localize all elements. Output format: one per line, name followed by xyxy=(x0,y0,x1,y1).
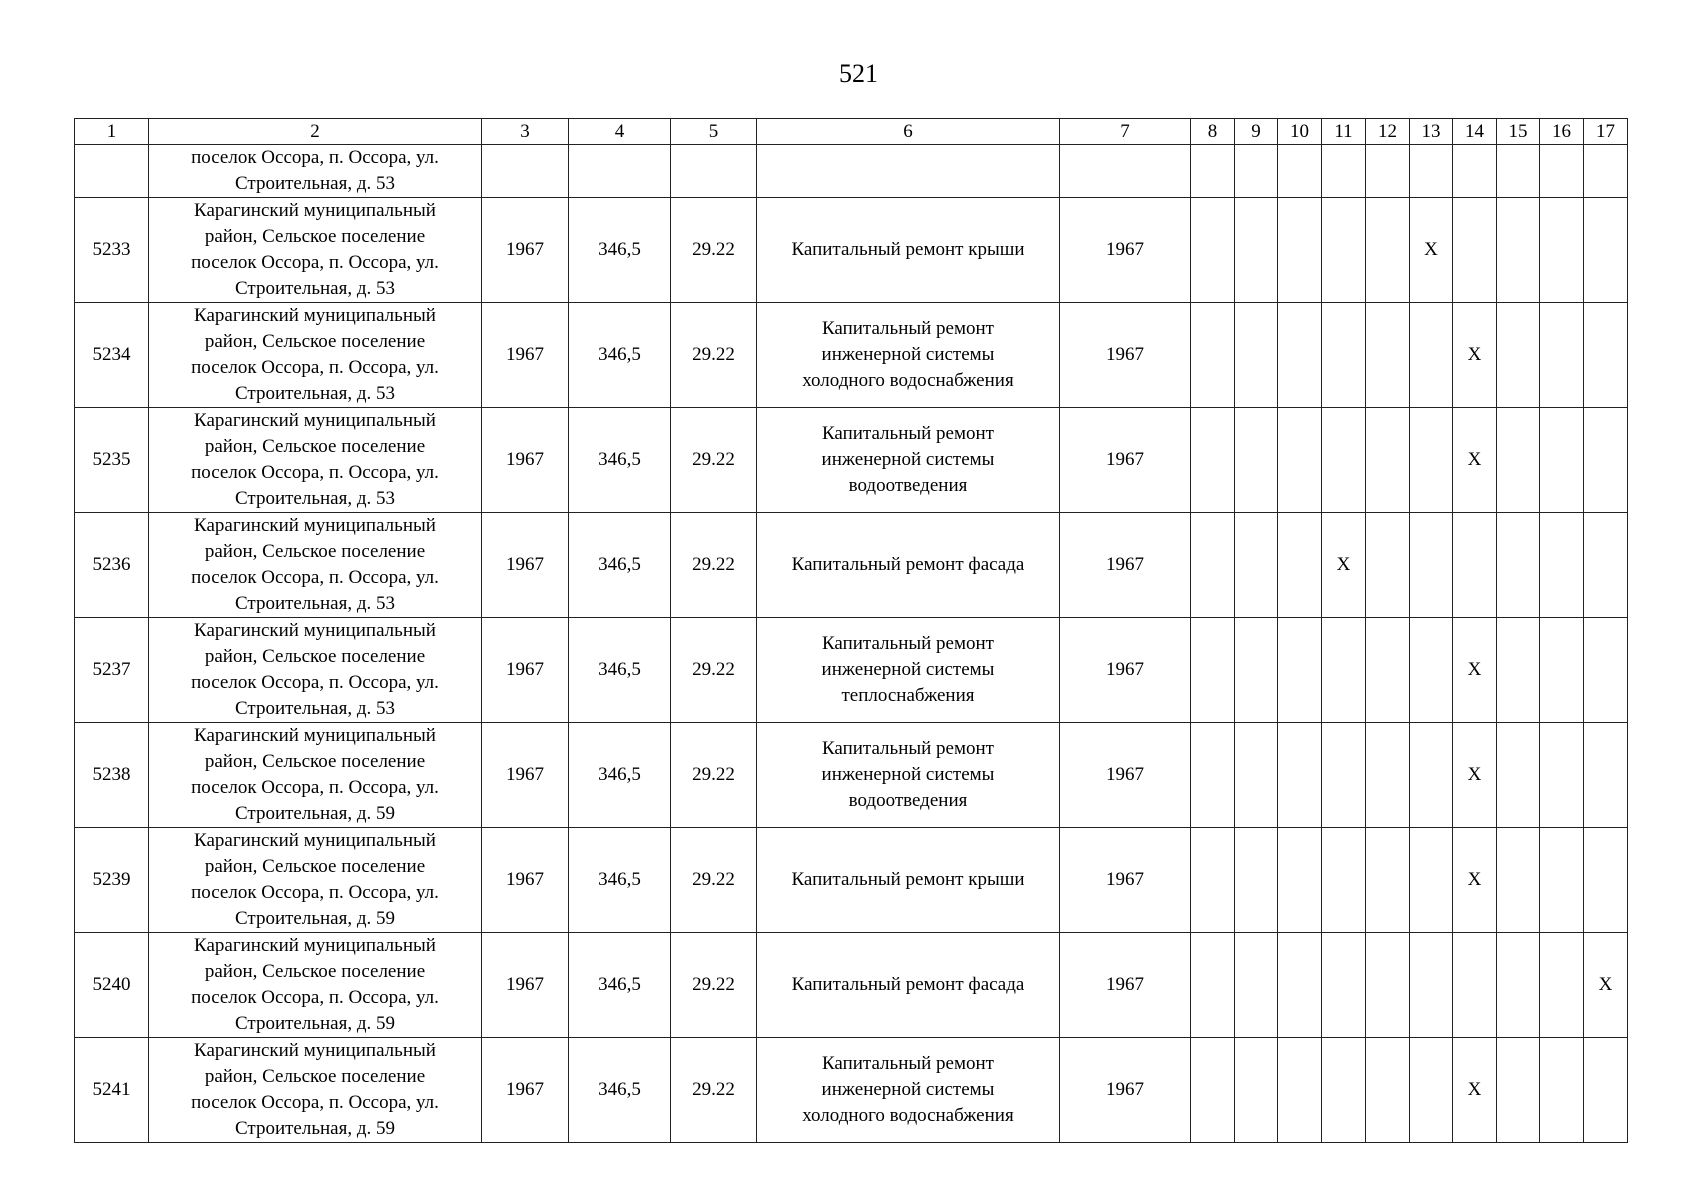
cell-period-16 xyxy=(1540,723,1584,828)
cell-address: Карагинский муниципальный район, Сельское поселение поселок Оссора, п. Оссора, ул. Строительная, д. 59 xyxy=(149,828,482,933)
cell-empty xyxy=(75,145,149,198)
table-row xyxy=(75,513,1628,618)
cell-period-13 xyxy=(1410,828,1453,933)
cell-address: Карагинский муниципальный район, Сельское поселение поселок Оссора, п. Оссора, ул. Строительная, д. 53 xyxy=(149,618,482,723)
cell-period-13 xyxy=(1410,723,1453,828)
cell-year: 1967 xyxy=(1060,828,1191,933)
cell-code: 29.22 xyxy=(671,933,757,1038)
cell-address: Карагинский муниципальный район, Сельское поселение поселок Оссора, п. Оссора, ул. Строительная, д. 53 xyxy=(149,408,482,513)
column-header: 7 xyxy=(1060,119,1191,145)
cell-address: Карагинский муниципальный район, Сельское поселение поселок Оссора, п. Оссора, ул. Строительная, д. 59 xyxy=(149,933,482,1038)
cell-area: 346,5 xyxy=(569,618,671,723)
cell-period-12 xyxy=(1366,303,1410,408)
cell-period-9 xyxy=(1235,303,1278,408)
cell-mark: X xyxy=(1453,303,1497,408)
cell-build-year: 1967 xyxy=(482,408,569,513)
cell-number: 5241 xyxy=(75,1038,149,1143)
cell-period-9 xyxy=(1235,723,1278,828)
cell-number: 5233 xyxy=(75,198,149,303)
cell-work-type: Капитальный ремонт инженерной системы водоотведения xyxy=(757,408,1060,513)
table-row xyxy=(75,198,1628,303)
cell-build-year: 1967 xyxy=(482,933,569,1038)
cell-period-13 xyxy=(1410,1038,1453,1143)
cell-area: 346,5 xyxy=(569,828,671,933)
cell-period-17 xyxy=(1584,513,1628,618)
cell-mark: X xyxy=(1453,408,1497,513)
cell-area: 346,5 xyxy=(569,1038,671,1143)
cell-period-11 xyxy=(1322,408,1366,513)
cell-build-year: 1967 xyxy=(482,1038,569,1143)
cell-year: 1967 xyxy=(1060,408,1191,513)
cell-period-13 xyxy=(1410,933,1453,1038)
cell-mark: X xyxy=(1322,513,1366,618)
cell-period-12 xyxy=(1366,1038,1410,1143)
column-header: 11 xyxy=(1322,119,1366,145)
cell-work-type: Капитальный ремонт крыши xyxy=(757,828,1060,933)
cell-period-12 xyxy=(1366,408,1410,513)
cell-build-year: 1967 xyxy=(482,198,569,303)
cell-work-type: Капитальный ремонт инженерной системы холодного водоснабжения xyxy=(757,303,1060,408)
cell-year: 1967 xyxy=(1060,198,1191,303)
cell-code: 29.22 xyxy=(671,618,757,723)
cell-code: 29.22 xyxy=(671,408,757,513)
cell-period-9 xyxy=(1235,408,1278,513)
cell-period-11 xyxy=(1322,1038,1366,1143)
cell-period-17 xyxy=(1584,723,1628,828)
cell-year: 1967 xyxy=(1060,513,1191,618)
cell-period-12 xyxy=(1366,618,1410,723)
cell-work-type: Капитальный ремонт инженерной системы холодного водоснабжения xyxy=(757,1038,1060,1143)
cell-period-11 xyxy=(1322,828,1366,933)
cell-period-16 xyxy=(1540,933,1584,1038)
cell-period-10 xyxy=(1278,618,1322,723)
cell-period-16 xyxy=(1540,408,1584,513)
cell-period-15 xyxy=(1497,933,1540,1038)
cell-build-year: 1967 xyxy=(482,303,569,408)
table-row xyxy=(75,828,1628,933)
column-header: 5 xyxy=(671,119,757,145)
cell-period-8 xyxy=(1191,723,1235,828)
cell-period-8 xyxy=(1191,1038,1235,1143)
cell-period-10 xyxy=(1278,933,1322,1038)
column-header: 10 xyxy=(1278,119,1322,145)
cell-code: 29.22 xyxy=(671,828,757,933)
cell-address: Карагинский муниципальный район, Сельское поселение поселок Оссора, п. Оссора, ул. Строительная, д. 59 xyxy=(149,1038,482,1143)
cell-period-15 xyxy=(1497,1038,1540,1143)
cell-work-type: Капитальный ремонт фасада xyxy=(757,933,1060,1038)
column-header: 3 xyxy=(482,119,569,145)
cell-build-year: 1967 xyxy=(482,513,569,618)
cell-work-type: Капитальный ремонт инженерной системы водоотведения xyxy=(757,723,1060,828)
cell-period-16 xyxy=(1540,303,1584,408)
cell-area: 346,5 xyxy=(569,513,671,618)
cell-period-17 xyxy=(1584,408,1628,513)
cell-period-9 xyxy=(1235,933,1278,1038)
cell-period-17 xyxy=(1584,303,1628,408)
cell-period-17 xyxy=(1584,198,1628,303)
cell-period-13 xyxy=(1410,408,1453,513)
cell-period-10 xyxy=(1278,303,1322,408)
column-header: 15 xyxy=(1497,119,1540,145)
cell-number: 5235 xyxy=(75,408,149,513)
cell-period-14 xyxy=(1453,513,1497,618)
table-row xyxy=(75,1038,1628,1143)
cell-period-9 xyxy=(1235,618,1278,723)
cell-period-12 xyxy=(1366,198,1410,303)
cell-period-15 xyxy=(1497,723,1540,828)
cell-period-12 xyxy=(1366,933,1410,1038)
cell-period-12 xyxy=(1366,513,1410,618)
cell-code: 29.22 xyxy=(671,303,757,408)
table-row xyxy=(75,303,1628,408)
cell-address: Карагинский муниципальный район, Сельское поселение поселок Оссора, п. Оссора, ул. Строительная, д. 53 xyxy=(149,303,482,408)
cell-code: 29.22 xyxy=(671,723,757,828)
cell-period-14 xyxy=(1453,933,1497,1038)
cell-work-type: Капитальный ремонт инженерной системы теплоснабжения xyxy=(757,618,1060,723)
cell-period-9 xyxy=(1235,198,1278,303)
cell-number: 5240 xyxy=(75,933,149,1038)
column-header: 4 xyxy=(569,119,671,145)
cell-code: 29.22 xyxy=(671,198,757,303)
cell-period-12 xyxy=(1366,828,1410,933)
cell-area: 346,5 xyxy=(569,303,671,408)
cell-period-15 xyxy=(1497,828,1540,933)
cell-period-17 xyxy=(1584,618,1628,723)
cell-period-8 xyxy=(1191,828,1235,933)
cell-address: Карагинский муниципальный район, Сельское поселение поселок Оссора, п. Оссора, ул. Строительная, д. 59 xyxy=(149,723,482,828)
cell-period-15 xyxy=(1497,198,1540,303)
continuation-row xyxy=(75,145,1628,198)
cell-period-9 xyxy=(1235,828,1278,933)
cell-period-8 xyxy=(1191,408,1235,513)
cell-period-10 xyxy=(1278,198,1322,303)
cell-period-13 xyxy=(1410,513,1453,618)
cell-period-11 xyxy=(1322,723,1366,828)
cell-period-16 xyxy=(1540,618,1584,723)
cell-period-13 xyxy=(1410,618,1453,723)
cell-period-15 xyxy=(1497,618,1540,723)
column-header: 8 xyxy=(1191,119,1235,145)
cell-build-year: 1967 xyxy=(482,618,569,723)
cell-period-16 xyxy=(1540,1038,1584,1143)
column-number-header xyxy=(75,119,1628,145)
cell-period-8 xyxy=(1191,198,1235,303)
cell-period-12 xyxy=(1366,723,1410,828)
cell-year: 1967 xyxy=(1060,933,1191,1038)
cell-period-16 xyxy=(1540,513,1584,618)
cell-mark: X xyxy=(1453,723,1497,828)
column-header: 9 xyxy=(1235,119,1278,145)
cell-mark: X xyxy=(1410,198,1453,303)
cell-period-10 xyxy=(1278,408,1322,513)
column-header: 16 xyxy=(1540,119,1584,145)
cell-build-year: 1967 xyxy=(482,723,569,828)
cell-year: 1967 xyxy=(1060,618,1191,723)
cell-address: Карагинский муниципальный район, Сельское поселение поселок Оссора, п. Оссора, ул. Строительная, д. 53 xyxy=(149,513,482,618)
cell-year: 1967 xyxy=(1060,303,1191,408)
table-row xyxy=(75,723,1628,828)
column-header: 17 xyxy=(1584,119,1628,145)
cell-period-11 xyxy=(1322,933,1366,1038)
column-header: 1 xyxy=(75,119,149,145)
cell-period-10 xyxy=(1278,513,1322,618)
cell-build-year: 1967 xyxy=(482,828,569,933)
column-header: 14 xyxy=(1453,119,1497,145)
cell-number: 5237 xyxy=(75,618,149,723)
cell-number: 5238 xyxy=(75,723,149,828)
cell-period-11 xyxy=(1322,303,1366,408)
cell-period-9 xyxy=(1235,513,1278,618)
cell-year: 1967 xyxy=(1060,723,1191,828)
cell-period-13 xyxy=(1410,303,1453,408)
cell-period-16 xyxy=(1540,828,1584,933)
cell-period-10 xyxy=(1278,828,1322,933)
cell-work-type: Капитальный ремонт фасада xyxy=(757,513,1060,618)
cell-mark: X xyxy=(1453,828,1497,933)
cell-code: 29.22 xyxy=(671,513,757,618)
cell-code: 29.22 xyxy=(671,1038,757,1143)
cell-period-17 xyxy=(1584,1038,1628,1143)
column-header: 2 xyxy=(149,119,482,145)
cell-area: 346,5 xyxy=(569,933,671,1038)
cell-number: 5236 xyxy=(75,513,149,618)
repair-schedule-table xyxy=(74,118,1628,1143)
cell-address: поселок Оссора, п. Оссора, ул. Строительная, д. 53 xyxy=(149,145,482,198)
cell-mark: X xyxy=(1453,618,1497,723)
cell-period-9 xyxy=(1235,1038,1278,1143)
cell-period-8 xyxy=(1191,303,1235,408)
cell-period-10 xyxy=(1278,723,1322,828)
cell-number: 5239 xyxy=(75,828,149,933)
cell-period-8 xyxy=(1191,933,1235,1038)
cell-period-8 xyxy=(1191,513,1235,618)
column-header: 6 xyxy=(757,119,1060,145)
table-row xyxy=(75,618,1628,723)
cell-mark: X xyxy=(1584,933,1628,1038)
cell-area: 346,5 xyxy=(569,723,671,828)
cell-period-8 xyxy=(1191,618,1235,723)
table-row xyxy=(75,408,1628,513)
cell-year: 1967 xyxy=(1060,1038,1191,1143)
cell-period-11 xyxy=(1322,618,1366,723)
cell-area: 346,5 xyxy=(569,408,671,513)
cell-period-14 xyxy=(1453,198,1497,303)
table-row xyxy=(75,933,1628,1038)
page-number: 521 xyxy=(839,59,878,88)
cell-area: 346,5 xyxy=(569,198,671,303)
cell-mark: X xyxy=(1453,1038,1497,1143)
cell-period-15 xyxy=(1497,513,1540,618)
cell-address: Карагинский муниципальный район, Сельское поселение поселок Оссора, п. Оссора, ул. Строительная, д. 53 xyxy=(149,198,482,303)
column-header: 12 xyxy=(1366,119,1410,145)
cell-period-16 xyxy=(1540,198,1584,303)
cell-period-15 xyxy=(1497,303,1540,408)
cell-period-15 xyxy=(1497,408,1540,513)
cell-period-11 xyxy=(1322,198,1366,303)
cell-work-type: Капитальный ремонт крыши xyxy=(757,198,1060,303)
cell-period-17 xyxy=(1584,828,1628,933)
cell-period-10 xyxy=(1278,1038,1322,1143)
cell-number: 5234 xyxy=(75,303,149,408)
column-header: 13 xyxy=(1410,119,1453,145)
